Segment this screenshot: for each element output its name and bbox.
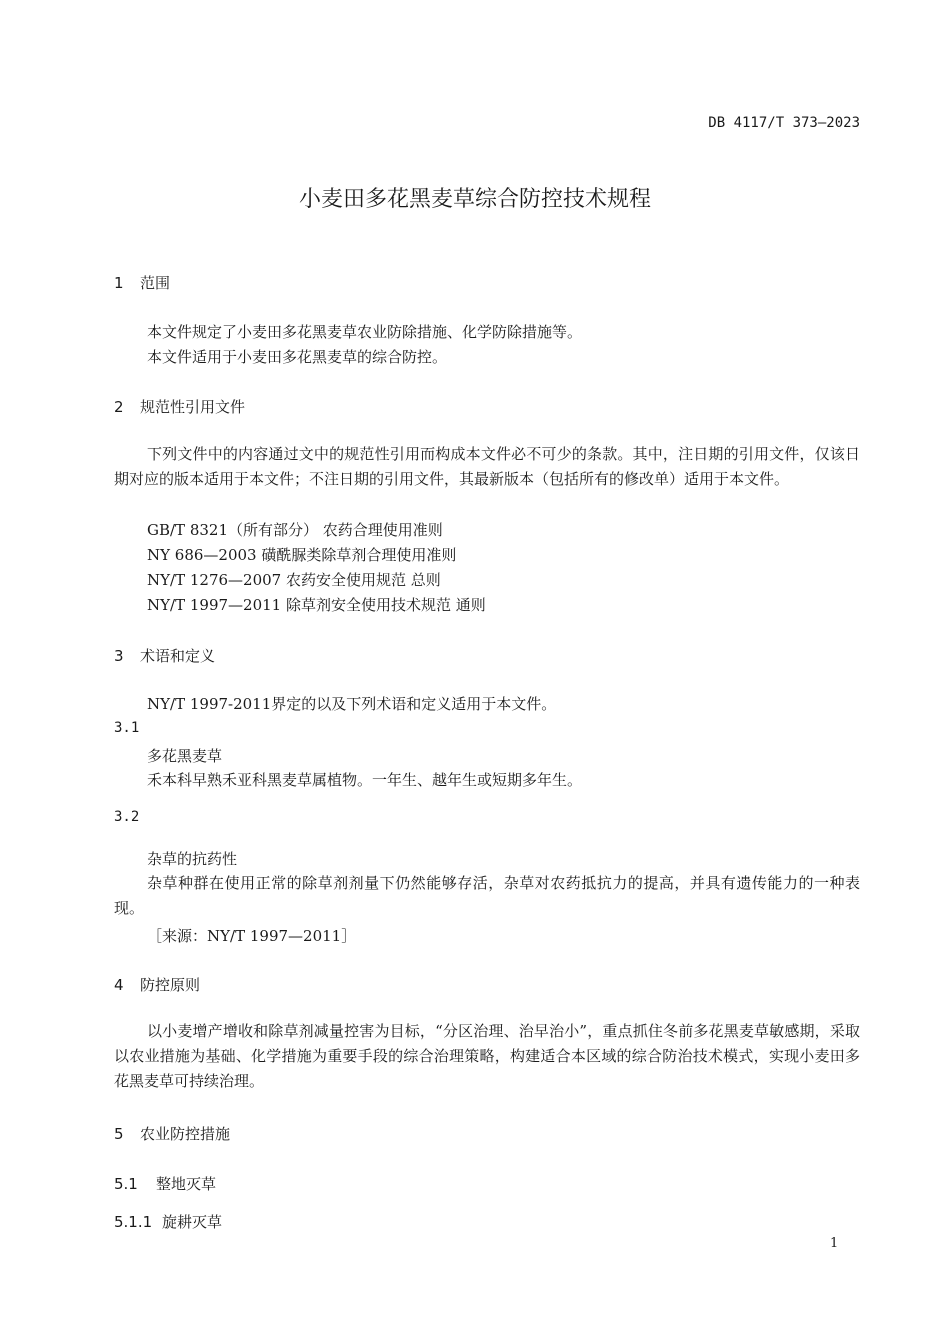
section-number: 5.1.1 xyxy=(114,1213,153,1231)
term-definition: 杂草种群在使用正常的除草剂剂量下仍然能够存活，杂草对农药抵抗力的提高，并具有遗传能力的一种表现。 xyxy=(114,874,860,917)
page-number: 1 xyxy=(830,1236,839,1251)
section-title: 整地灭草 xyxy=(156,1175,217,1193)
reference-item: NY/T 1997—2011 除草剂安全使用技术规范 通则 xyxy=(147,596,486,614)
section-number: 5 xyxy=(114,1125,124,1143)
section-title: 防控原则 xyxy=(140,976,201,994)
term-source: ［来源：NY/T 1997—2011］ xyxy=(147,927,357,945)
term-name: 杂草的抗药性 xyxy=(147,850,238,868)
section-2-heading xyxy=(114,396,245,417)
term-definition: 禾本科早熟禾亚科黑麦草属植物。一年生、越年生或短期多年生。 xyxy=(147,771,583,789)
paragraph: 本文件规定了小麦田多花黑麦草农业防除措施、化学防除措施等。 xyxy=(147,323,583,341)
section-1-heading xyxy=(114,272,170,293)
paragraph: 以小麦增产增收和除草剂减量控害为目标，“分区治理、治早治小”，重点抓住冬前多花黑麦草敏感期，采取以农业措施为基础、化学措施为重要手段的综合治理策略，构建适合本区域的综合防治技术模式，实现小麦田多花黑麦草可持续治理。 xyxy=(114,1022,860,1090)
reference-item: NY 686—2003 磺酰脲类除草剂合理使用准则 xyxy=(147,546,457,564)
section-title: 规范性引用文件 xyxy=(140,398,246,416)
section-4-heading xyxy=(114,974,200,995)
reference-item: GB/T 8321（所有部分） 农药合理使用准则 xyxy=(147,521,443,539)
term-name: 多花黑麦草 xyxy=(147,747,223,765)
term-number: 3.1 xyxy=(114,720,140,736)
document-number: DB 4117/T 373—2023 xyxy=(708,115,860,131)
section-title: 农业防控措施 xyxy=(140,1125,231,1143)
paragraph: 下列文件中的内容通过文中的规范性引用而构成本文件必不可少的条款。其中，注日期的引用文件，仅该日期对应的版本适用于本文件；不注日期的引用文件，其最新版本（包括所有的修改单）适用于本文件。 xyxy=(114,445,860,488)
subsection-5-1-1-heading xyxy=(114,1211,222,1232)
section-title: 术语和定义 xyxy=(140,647,216,665)
paragraph: 本文件适用于小麦田多花黑麦草的综合防控。 xyxy=(147,348,448,366)
section-number: 5.1 xyxy=(114,1175,138,1193)
term-number: 3.2 xyxy=(114,809,140,825)
subsection-5-1-heading xyxy=(114,1173,216,1194)
section-5-heading xyxy=(114,1123,230,1144)
section-title: 范围 xyxy=(140,274,171,292)
section-title: 旋耕灭草 xyxy=(162,1213,223,1231)
reference-item: NY/T 1276—2007 农药安全使用规范 总则 xyxy=(147,571,441,589)
paragraph: NY/T 1997-2011界定的以及下列术语和定义适用于本文件。 xyxy=(147,695,557,713)
document-title: 小麦田多花黑麦草综合防控技术规程 xyxy=(298,187,651,212)
section-number: 1 xyxy=(114,274,124,292)
section-number: 3 xyxy=(114,647,124,665)
section-number: 2 xyxy=(114,398,124,416)
section-3-heading xyxy=(114,645,215,666)
section-number: 4 xyxy=(114,976,124,994)
